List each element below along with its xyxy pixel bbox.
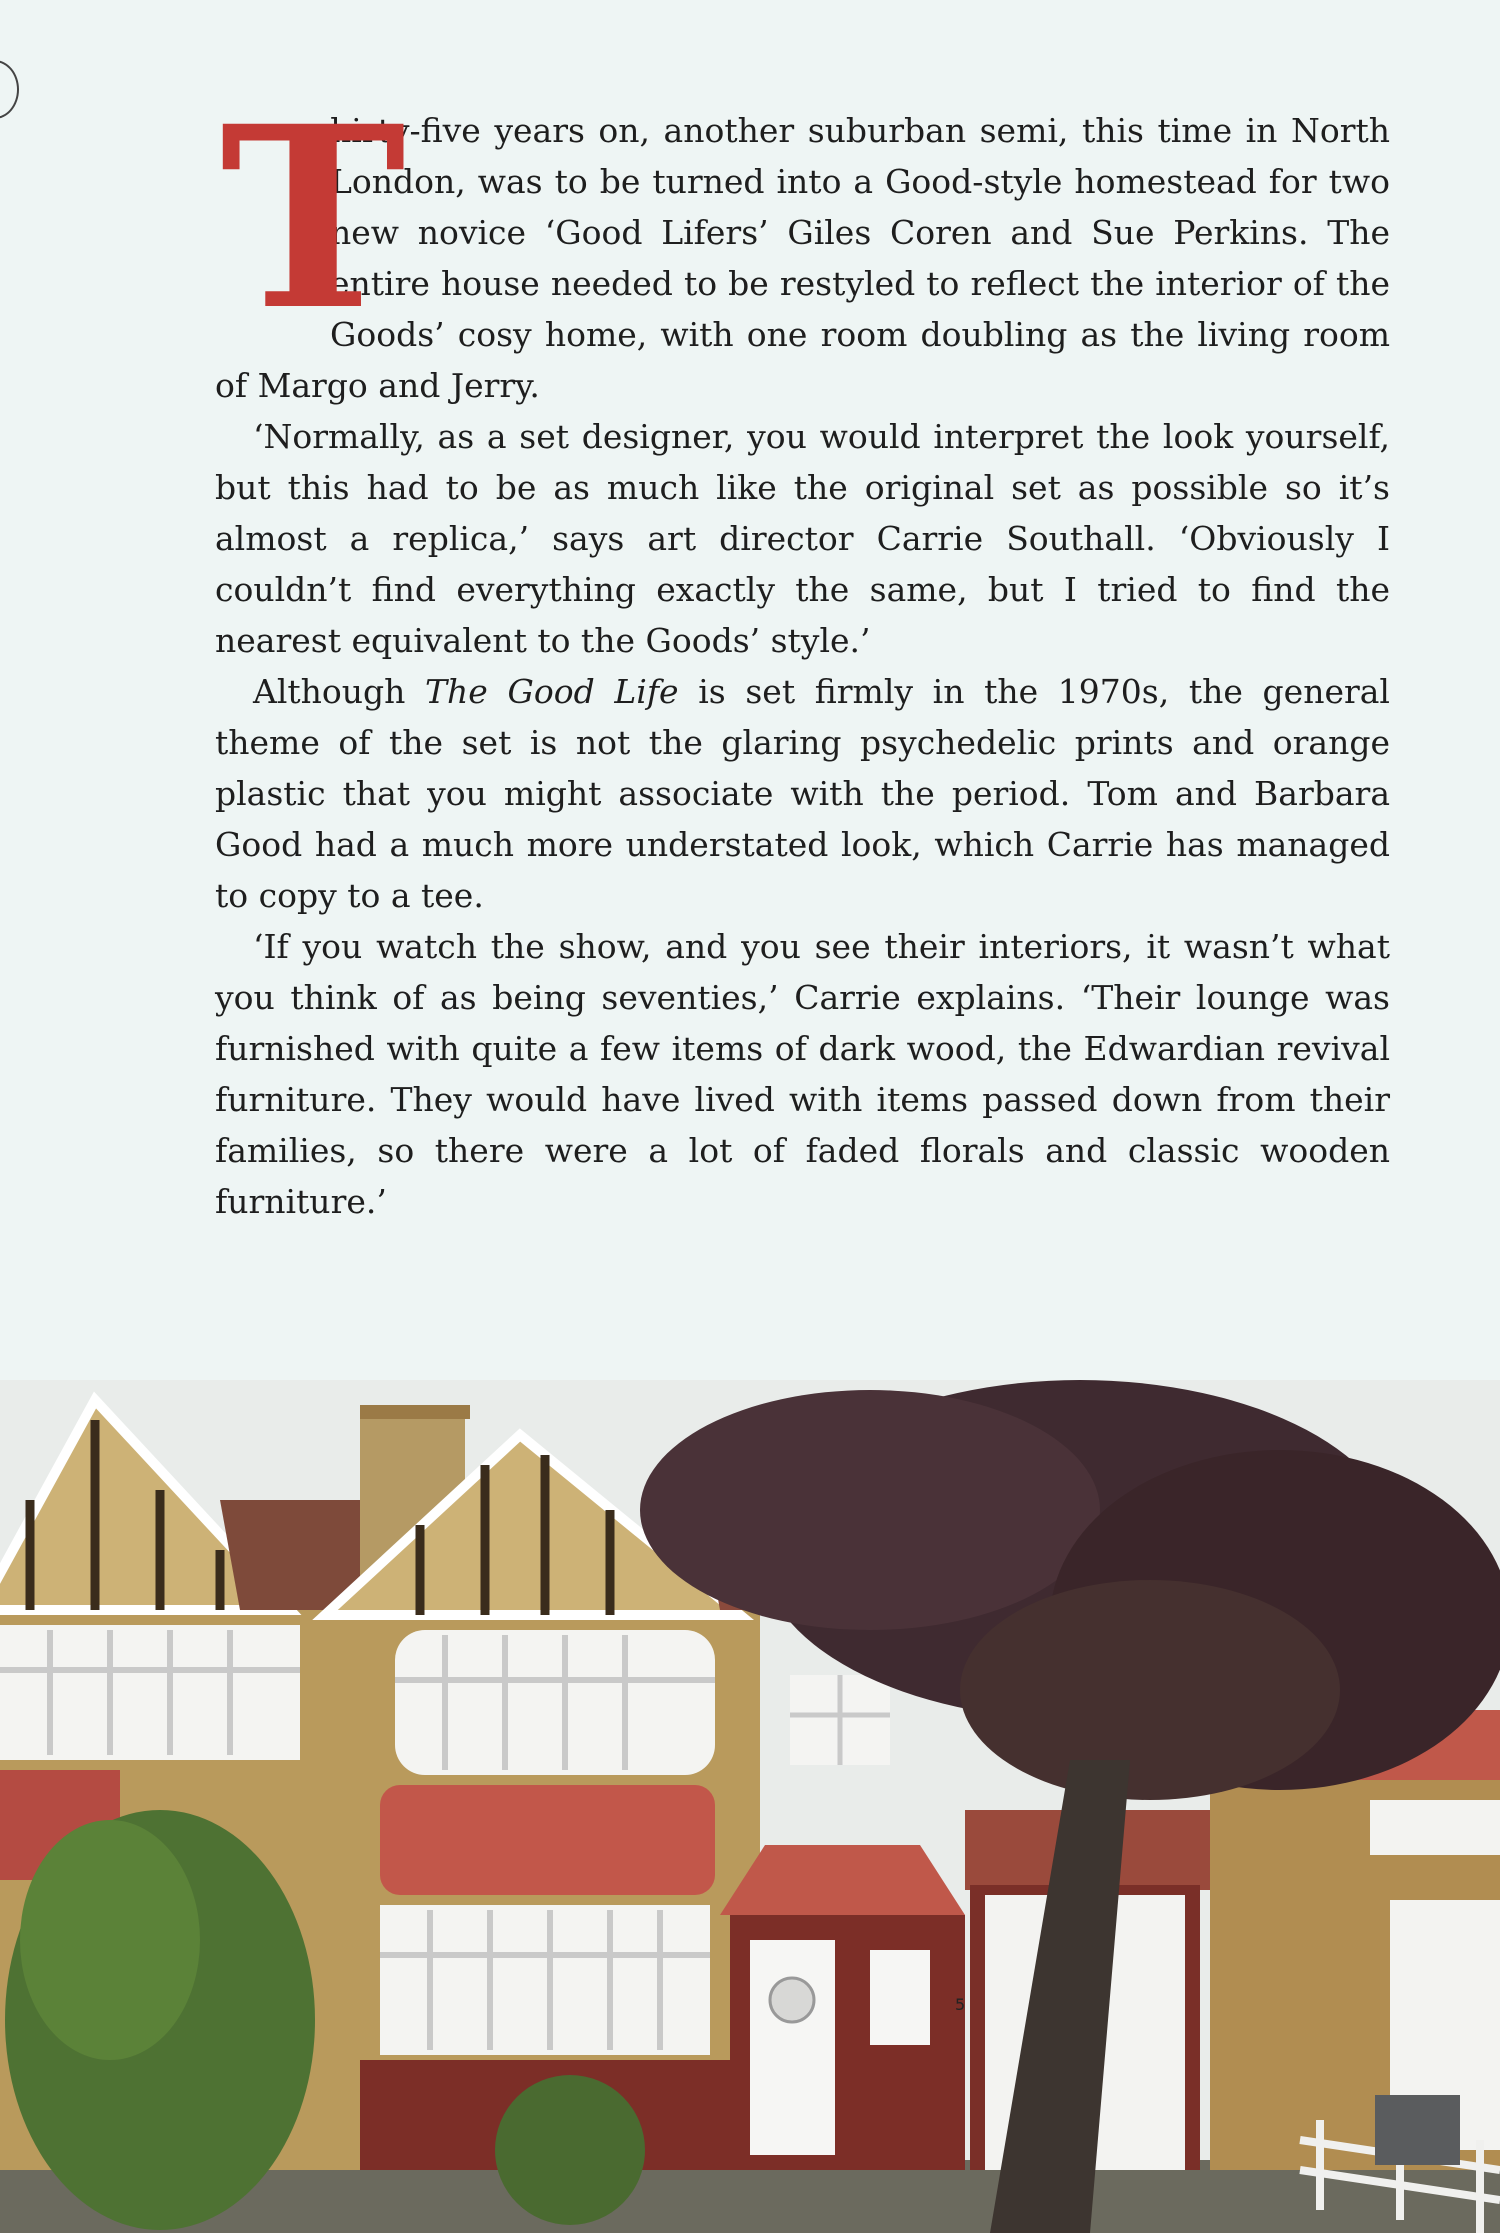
paragraph-3-lead: Although [253,672,426,711]
article-text [215,71,1390,1227]
paragraph-2: ‘Normally, as a set designer, you would interpret the look yourself, but this had to be as much like the original set as possible so it’s almost a replica,’ says art director Carrie Southall. ‘Obviously I couldn’t find everything exactly the same, but I tried to find the nearest equivalent to the Goods’ style.’ [215,417,1390,660]
house-number: 5 [955,1995,966,2014]
paragraph-4: ‘If you watch the show, and you see their interiors, it wasn’t what you think of as being seventies,’ Carrie explains. ‘Their lounge was furnished with quite a few items of dark wood, the Edwardian revival furniture. They would have lived with items passed down from their families, so there were a lot of faded florals and classic wooden furniture.’ [215,927,1390,1221]
paragraph-1: hirty-five years on, another suburban semi, this time in North London, was to be turned into a Good-style homestead for two new novice ‘Good Lifers’ Giles Coren and Sue Perkins. The entire house needed to be restyled to reflect the interior of the Goods’ cosy home, with one room doubling as the living room of Margo and Jerry. [215,111,1390,405]
house-photo [0,1380,1500,2233]
page-curl-mark [0,60,19,119]
paragraph-3 [215,666,1390,921]
paragraph-3-rest: is set firmly in the 1970s, the general theme of the set is not the glaring psychedelic prints and orange plastic that you might associate with the period. Tom and Barbara Good had a much more understated look, which Carrie has managed to copy to a tee. [215,672,1390,915]
drop-cap [220,71,407,365]
house-photo-illustration [0,1380,1500,2233]
show-title: The Good Life [425,672,679,711]
drop-cap-letter: T [220,71,407,365]
